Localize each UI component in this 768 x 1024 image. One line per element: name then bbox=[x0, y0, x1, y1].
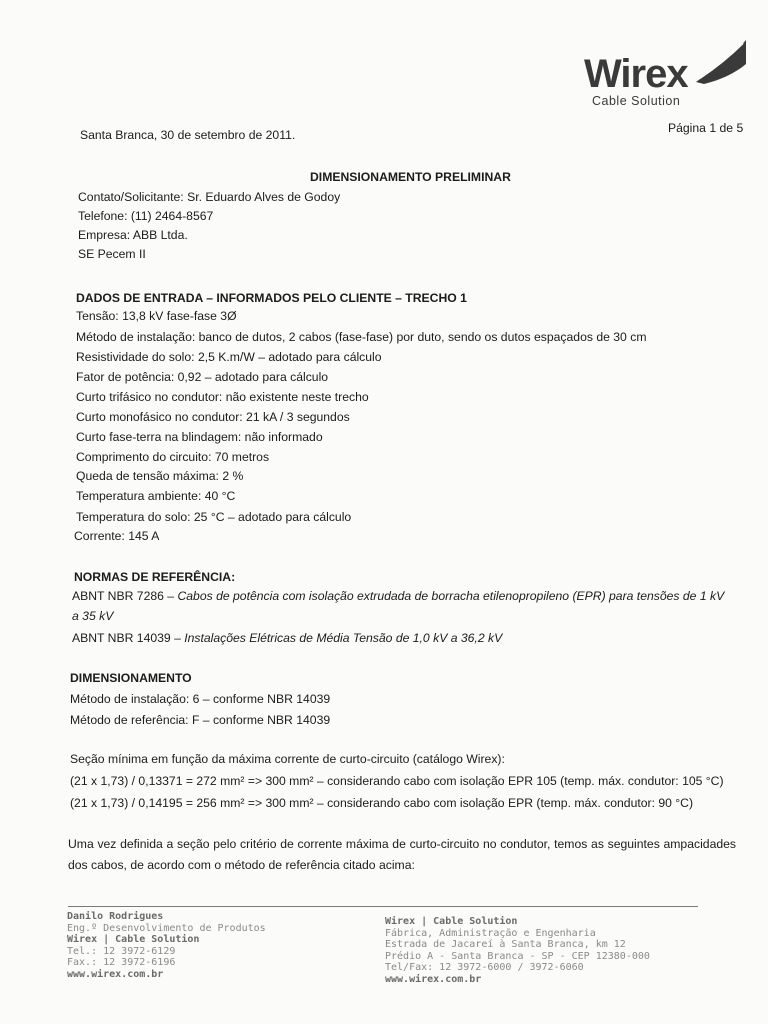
norm-2 bbox=[72, 631, 502, 645]
footer-website: www.wirex.com.br bbox=[67, 968, 164, 980]
document-title: DIMENSIONAMENTO PRELIMINAR bbox=[310, 170, 511, 184]
norm-1-code: ABNT NBR 7286 – bbox=[72, 589, 175, 603]
input-line: Tensão: 13,8 kV fase-fase 3Ø bbox=[76, 309, 237, 323]
section-heading-sizing: DIMENSIONAMENTO bbox=[70, 671, 192, 685]
footer-right-line: Estrada de Jacareí à Santa Branca, km 12 bbox=[385, 939, 626, 950]
input-line: Temperatura do solo: 25 °C – adotado para cálculo bbox=[76, 510, 352, 524]
footer-fax: Fax.: 12 3972-6196 bbox=[67, 957, 176, 968]
min-section-calc-2: (21 x 1,73) / 0,14195 = 256 mm² => 300 mm² – considerando cabo com isolação EPR (temp. máx. condutor: 90 °C) bbox=[70, 796, 694, 810]
footer-right-company: Wirex | Cable Solution bbox=[385, 916, 518, 927]
footer-company: Wirex | Cable Solution bbox=[67, 934, 200, 945]
footer-left bbox=[67, 911, 266, 980]
norm-1-continuation: a 35 kV bbox=[72, 609, 114, 623]
input-line: Comprimento do circuito: 70 metros bbox=[76, 450, 270, 464]
contact-line: Empresa: ABB Ltda. bbox=[78, 228, 188, 242]
input-line: Resistividade do solo: 2,5 K.m/W – adotado para cálculo bbox=[76, 350, 382, 364]
wirex-logo bbox=[580, 38, 750, 108]
footer-right-line: Tel/Fax: 12 3972-6000 / 3972-6060 bbox=[385, 962, 584, 973]
norm-1-title: Cabos de potência com isolação extrudada de borracha etilenopropileno (EPR) para tensões de 1 kV bbox=[177, 589, 725, 603]
sizing-line: Método de instalação: 6 – conforme NBR 14039 bbox=[70, 692, 331, 706]
footer-right-line: Fábrica, Administração e Engenharia bbox=[385, 927, 596, 939]
place-date: Santa Branca, 30 de setembro de 2011. bbox=[80, 128, 296, 142]
footer-contact-role: Eng.º Desenvolvimento de Produtos bbox=[67, 922, 266, 934]
contact-line: Telefone: (11) 2464-8567 bbox=[78, 209, 214, 223]
page-number: Página 1 de 5 bbox=[668, 121, 744, 135]
logo-wordmark: Wirex bbox=[584, 52, 688, 96]
logo-tagline: Cable Solution bbox=[592, 94, 681, 108]
contact-line: SE Pecem II bbox=[78, 247, 146, 261]
footer-right-line: Prédio A - Santa Branca - SP - CEP 12380-000 bbox=[385, 950, 650, 962]
section-heading-norms: NORMAS DE REFERÊNCIA: bbox=[74, 570, 236, 584]
input-line: Curto fase-terra na blindagem: não informado bbox=[76, 430, 323, 444]
footer-phone: Tel.: 12 3972-6129 bbox=[67, 945, 176, 957]
sizing-line: Método de referência: F – conforme NBR 14039 bbox=[70, 713, 331, 727]
footer-contact-name: Danilo Rodrigues bbox=[67, 911, 164, 922]
input-line: Curto trifásico no condutor: não existente neste trecho bbox=[76, 390, 369, 404]
closing-paragraph: Uma vez definida a seção pelo critério de corrente máxima de curto-circuito no condutor, temos as seguintes ampacidades dos cabos, de acordo com o método de referência citado acima: bbox=[68, 837, 736, 872]
input-line: Fator de potência: 0,92 – adotado para cálculo bbox=[76, 370, 329, 384]
footer-right bbox=[385, 916, 650, 985]
footer-divider bbox=[68, 906, 698, 907]
norm-2-code: ABNT NBR 14039 – bbox=[72, 631, 181, 645]
footer-right-website: www.wirex.com.br bbox=[385, 973, 482, 985]
contact-line: Contato/Solicitante: Sr. Eduardo Alves de Godoy bbox=[78, 190, 341, 204]
input-line: Corrente: 145 A bbox=[74, 529, 160, 543]
section-heading-input: DADOS DE ENTRADA – INFORMADOS PELO CLIENTE – TRECHO 1 bbox=[76, 291, 467, 305]
input-line: Queda de tensão máxima: 2 % bbox=[76, 469, 244, 483]
input-line: Método de instalação: banco de dutos, 2 cabos (fase-fase) por duto, sendo os dutos espaçados de 30 cm bbox=[76, 330, 647, 344]
input-line: Temperatura ambiente: 40 °C bbox=[76, 489, 236, 503]
norm-2-title: Instalações Elétricas de Média Tensão de 1,0 kV a 36,2 kV bbox=[184, 631, 503, 645]
norm-1 bbox=[72, 589, 724, 603]
min-section-calc-1: (21 x 1,73) / 0,13371 = 272 mm² => 300 mm² – considerando cabo com isolação EPR 105 (temp. máx. condutor: 105 °C) bbox=[70, 774, 724, 788]
min-section-intro: Seção mínima em função da máxima corrente de curto-circuito (catálogo Wirex): bbox=[70, 752, 505, 766]
input-line: Curto monofásico no condutor: 21 kA / 3 segundos bbox=[76, 410, 350, 424]
